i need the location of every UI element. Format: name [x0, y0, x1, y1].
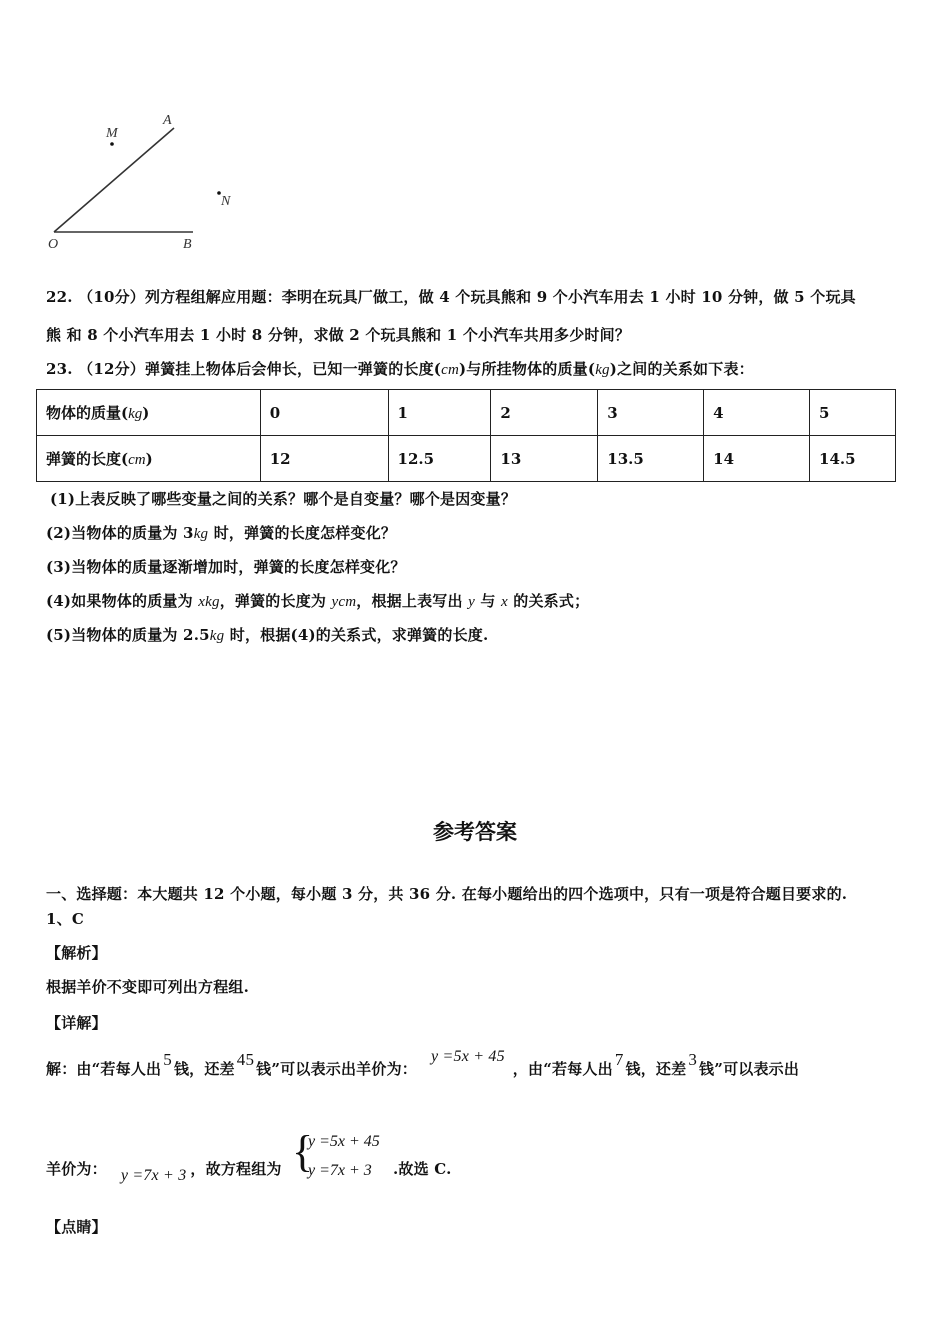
spring-table	[36, 389, 896, 482]
answers-section1: 一、选择题：本大题共 12 个小题，每小题 3 分，共 36 分. 在每小题给出的四个选项中，只有一项是符合题目要求的.	[46, 885, 848, 903]
row-label-length: 弹簧的长度(cm)	[37, 436, 261, 482]
label-o: O	[48, 237, 59, 252]
table-cell: 4	[704, 390, 810, 436]
system-eq2: y =7x + 3	[308, 1162, 372, 1179]
system-eq1: y =5x + 45	[308, 1133, 380, 1150]
table-cell: 5	[810, 390, 896, 436]
detail-label: 【详解】	[46, 1014, 107, 1032]
table-cell: 3	[598, 390, 704, 436]
q23-intro: 23. （12分）弹簧挂上物体后会伸长，已知一弹簧的长度(cm)与所挂物体的质量(kg)之间的关系如下表：	[46, 360, 754, 378]
system-brace: {	[292, 1127, 314, 1176]
table-cell: 12	[260, 436, 388, 482]
choose-answer: .故选 C.	[393, 1160, 452, 1178]
q23-sub1: (1)上表反映了哪些变量之间的关系？哪个是自变量？哪个是因变量？	[50, 490, 517, 508]
q22-line1: 22. （10分）列方程组解应用题：李明在玩具厂做工，做 4 个玩具熊和 9 个小汽车用去 1 小时 10 分钟，做 5 个玩具	[46, 288, 856, 306]
label-b: B	[183, 237, 192, 252]
table-cell: 14.5	[810, 436, 896, 482]
point-m	[110, 142, 114, 146]
equation-1: y =5x + 45	[431, 1048, 505, 1065]
q22-line2: 熊 和 8 个小汽车用去 1 小时 8 分钟，求做 2 个玩具熊和 1 个小汽车共用多少时间？	[46, 326, 631, 344]
table-cell: 1	[388, 390, 491, 436]
label-m: M	[106, 126, 118, 141]
analysis-text: 根据羊价不变即可列出方程组.	[46, 978, 250, 996]
ray-oa	[54, 128, 174, 232]
table-cell: 12.5	[388, 436, 491, 482]
comment-label: 【点睛】	[46, 1218, 107, 1236]
label-a: A	[163, 113, 172, 128]
row-label-mass: 物体的质量(kg)	[37, 390, 261, 436]
table-cell: 0	[260, 390, 388, 436]
q23-sub5: (5)当物体的质量为 2.5kg 时，根据(4)的关系式，求弹簧的长度.	[46, 626, 489, 644]
angle-figure	[40, 108, 250, 258]
q23-sub3: (3)当物体的质量逐渐增加时，弹簧的长度怎样变化？	[46, 558, 406, 576]
table-row	[37, 436, 896, 482]
answer-item1: 1、C	[46, 910, 84, 928]
equation-2: y =7x + 3	[120, 1167, 187, 1184]
detail-line: 解：由“若每人出 5 钱，还差 45 钱”可以表示出羊价为：y =5x + 45，由“若每人出 7 钱，还差 3 钱”可以表示出	[46, 1048, 800, 1078]
price-line: 羊价为： y =7x + 3 ，故方程组为	[46, 1160, 282, 1184]
table-row	[37, 390, 896, 436]
analysis-label: 【解析】	[46, 944, 107, 962]
table-cell: 14	[704, 436, 810, 482]
q23-sub2: (2)当物体的质量为 3kg 时，弹簧的长度怎样变化？	[46, 524, 397, 542]
answers-title: 参考答案	[433, 819, 517, 844]
table-cell: 2	[491, 390, 598, 436]
table-cell: 13.5	[598, 436, 704, 482]
table-cell: 13	[491, 436, 598, 482]
q23-sub4: (4)如果物体的质量为 xkg，弹簧的长度为 ycm，根据上表写出 y 与 x 的关系式；	[46, 592, 590, 610]
label-n: N	[221, 194, 231, 209]
